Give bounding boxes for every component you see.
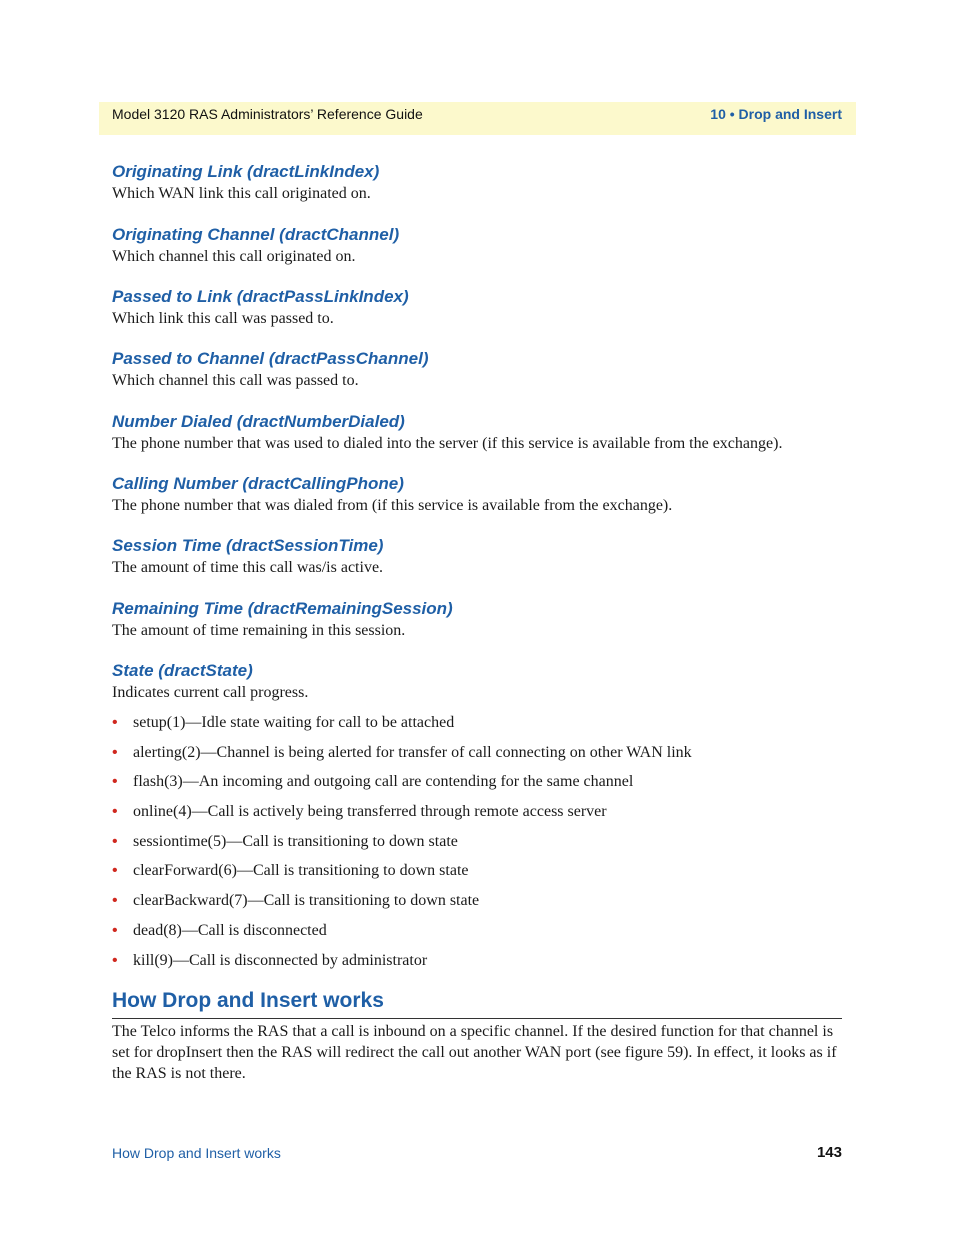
entry-description: The amount of time this call was/is active. xyxy=(112,559,384,576)
bullet-icon: • xyxy=(112,892,118,910)
entry-title: Remaining Time (dractRemainingSession) xyxy=(112,599,453,618)
entry-description: Which channel this call originated on. xyxy=(112,248,356,265)
bullet-icon: • xyxy=(112,743,118,761)
list-item xyxy=(112,831,842,861)
entry-description: The phone number that was dialed from (if this service is available from the exchange). xyxy=(112,497,673,514)
entry-session-time xyxy=(112,535,842,578)
bullet-icon: • xyxy=(112,803,118,821)
list-item-text: clearBackward(7)—Call is transitioning to down state xyxy=(133,892,480,910)
entry-description: Which link this call was passed to. xyxy=(112,310,334,327)
entry-description: The phone number that was used to dialed into the server (if this service is available from the exchange). xyxy=(112,435,783,452)
bullet-icon: • xyxy=(112,951,118,969)
list-item-text: kill(9)—Call is disconnected by administrator xyxy=(133,951,428,969)
bullet-icon: • xyxy=(112,773,118,791)
bullet-icon: • xyxy=(112,862,118,880)
entry-number-dialed xyxy=(112,411,842,454)
entry-originating-link xyxy=(112,161,842,204)
list-item-text: dead(8)—Call is disconnected xyxy=(133,921,327,939)
entry-title: Passed to Link (dractPassLinkIndex) xyxy=(112,287,409,306)
entry-passed-to-link xyxy=(112,286,842,329)
chapter-label: 10 • Drop and Insert xyxy=(710,106,842,122)
entry-title: Passed to Channel (dractPassChannel) xyxy=(112,349,429,368)
bullet-icon: • xyxy=(112,921,118,939)
list-item-text: flash(3)—An incoming and outgoing call are contending for the same channel xyxy=(133,773,634,791)
entry-title: Originating Link (dractLinkIndex) xyxy=(112,162,380,181)
entry-title: Session Time (dractSessionTime) xyxy=(112,536,384,555)
list-item-text: alerting(2)—Channel is being alerted for transfer of call connecting on other WAN link xyxy=(133,743,692,761)
entry-title: Calling Number (dractCallingPhone) xyxy=(112,474,404,493)
bullet-icon: • xyxy=(112,832,118,850)
list-item-text: sessiontime(5)—Call is transitioning to down state xyxy=(133,832,458,850)
section-body: The Telco informs the RAS that a call is inbound on a specific channel. If the desired function for that channel is set for dropInsert then the RAS will redirect the call out another WAN port (see figure 59). In effect, it looks as if the RAS is not there. xyxy=(112,1023,837,1082)
list-item xyxy=(112,771,842,801)
state-list xyxy=(112,712,842,979)
list-item xyxy=(112,712,842,742)
entry-calling-number xyxy=(112,473,842,516)
bullet-icon: • xyxy=(112,714,118,731)
section-title: How Drop and Insert works xyxy=(112,988,842,1019)
entry-originating-channel xyxy=(112,224,842,267)
list-item-text: online(4)—Call is actively being transferred through remote access server xyxy=(133,803,607,821)
guide-title: Model 3120 RAS Administrators’ Reference Guide xyxy=(112,106,423,122)
list-item xyxy=(112,801,842,831)
entry-description: Indicates current call progress. xyxy=(112,684,309,701)
footer-section-name: How Drop and Insert works xyxy=(112,1145,281,1161)
entry-state xyxy=(112,660,842,703)
entry-title: State (dractState) xyxy=(112,661,253,680)
list-item-text: setup(1)—Idle state waiting for call to be attached xyxy=(133,714,455,731)
list-item-text: clearForward(6)—Call is transitioning to down state xyxy=(133,862,469,880)
entry-title: Number Dialed (dractNumberDialed) xyxy=(112,412,405,431)
list-item xyxy=(112,860,842,890)
page-number: 143 xyxy=(816,1144,842,1161)
entry-description: Which channel this call was passed to. xyxy=(112,372,359,389)
entry-description: The amount of time remaining in this session. xyxy=(112,622,406,639)
entry-description: Which WAN link this call originated on. xyxy=(112,185,371,202)
list-item xyxy=(112,920,842,950)
entry-passed-to-channel xyxy=(112,348,842,391)
list-item xyxy=(112,950,842,980)
entry-title: Originating Channel (dractChannel) xyxy=(112,225,400,244)
entry-remaining-time xyxy=(112,598,842,641)
list-item xyxy=(112,742,842,772)
list-item xyxy=(112,890,842,920)
